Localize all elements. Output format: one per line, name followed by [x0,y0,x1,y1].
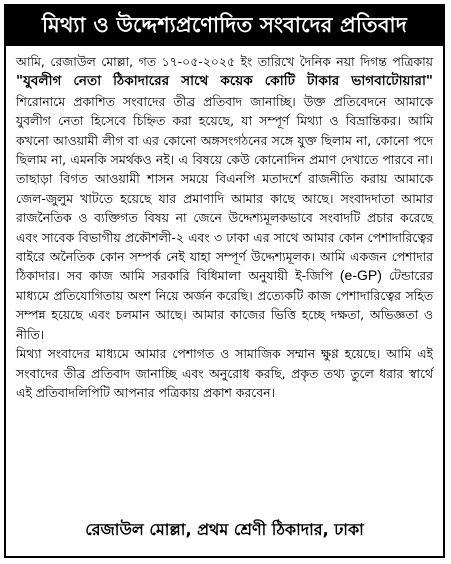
protest-notice [4,4,445,558]
paragraph-1-body: শিরোনামে প্রকাশিত সংবাদের তীব্র প্রতিবাদ জানাচ্ছি। উক্ত প্রতিবেদনে আমাকে যুবলীগ নেতা হিসেবে চিহ্নিত করা হয়েছে, যা সম্পূর্ণ মিথ্যা ও বিভ্রান্তিকর। আমি কখনো আওয়ামী লীগ বা এর কোনো অঙ্গসংগঠনের সঙ্গে যুক্ত ছিলাম না, কোনো পদে ছিলাম না, এমনকি সমর্থকও নই। এ বিষয়ে কেউ কোনোদিন প্রমাণ দেখাতে পারবে না। তাছাড়া বিগত আওয়ামী শাসন সময়ে বিএনপি মতাদর্শে রাজনীতি করায় আমাকে জেল-জুলুম খাটতে হয়েছে যার প্রমাণাদি আমার কাছে আছে। সংবাদদাতা আমার রাজনৈতিক ও ব্যক্তিগত বিষয় না জেনে উদ্দেশ্যমূলকভাবে সংবাদটি প্রচার করেছে এবং সাবেক বিভাগীয় প্রকৌশলী-২ এবং ৩ ঢাকা এর সাথে আমার কোন পেশাদারিত্বের বাইরে অনৈতিক কোন সম্পর্ক নেই যাহা সম্পূর্ণ উদ্দেশ্যমূলক। আমি একজন পেশাদার ঠিকাদার। সব কাজ আমি সরকারি বিধিমালা অনুযায়ী ই-জিপি [16,93,433,284]
notice-paragraph-1 [16,52,433,344]
signature: রেজাউল মোল্লা, প্রথম শ্রেণী ঠিকাদার, ঢাকা [85,520,364,539]
notice-title: মিথ্যা ও উদ্দেশ্যপ্রণোদিত সংবাদের প্রতিবাদ [6,6,443,46]
notice-paragraph-2: মিথ্যা সংবাদের মাধ্যমে আমার পেশাগত ও সামাজিক সম্মান ক্ষুণ্ণ হয়েছে। আমি এই সংবাদের তীব্র প্রতিবাদ জানাচ্ছি এবং অনুরোধ করছি, প্রকৃত তথ্য তুলে ধরার স্বার্থে এই প্রতিবাদলিপিটি আপনার পত্রিকায় প্রকাশ করবেন। [16,346,433,400]
paragraph-1-intro: আমি, রেজাউল মোল্লা, গত ১৭-০৫-২০২৫ ইং তারিখে দৈনিক নয়া দিগন্ত পত্রিকায় [16,54,433,69]
egp-label: (e-GP) [339,267,382,284]
paragraph-1-body-end: টেন্ডারের মাধ্যমে প্রতিযোগিতায় অংশ নিয়ে অর্জন করেছি। প্রত্যেকটি কাজ পেশাদারিত্বের সহিত সম্পন্ন হয়েছে এবং চলমান আছে। আমার কাজের ভিত্তি হচ্ছে দক্ষতা, অভিজ্ঞতা ও নীতি। [16,268,433,342]
quoted-headline: "যুবলীগ নেতা ঠিকাদারের সাথে কয়েক কোটি টাকার ভাগবাটোয়ারা" [16,73,433,90]
notice-body [6,46,443,402]
